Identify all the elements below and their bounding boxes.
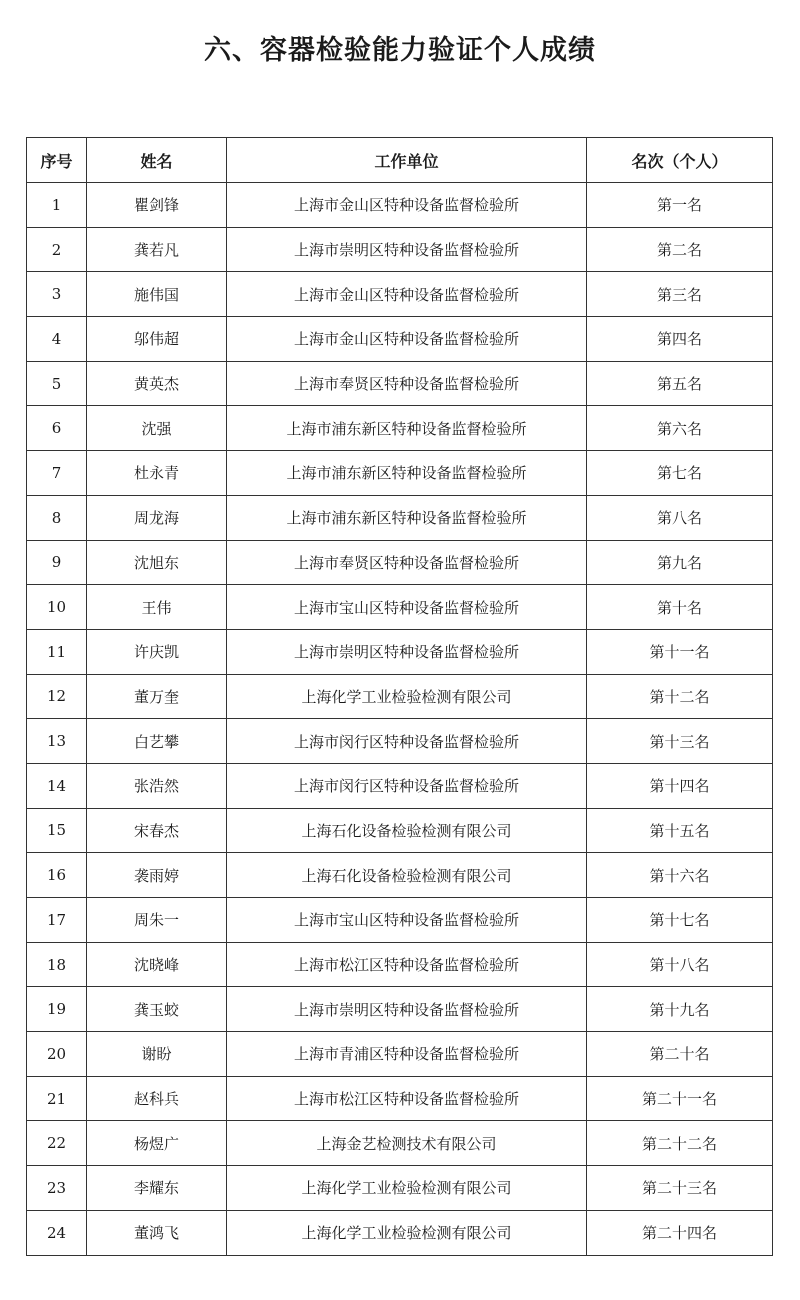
table-row xyxy=(27,1032,773,1077)
cell-serial-number: 2 xyxy=(27,227,87,272)
cell-name: 杨煜广 xyxy=(87,1121,227,1166)
cell-work-unit: 上海市闵行区特种设备监督检验所 xyxy=(227,719,587,764)
cell-rank: 第十八名 xyxy=(587,942,773,987)
table-row xyxy=(27,495,773,540)
cell-work-unit: 上海市金山区特种设备监督检验所 xyxy=(227,272,587,317)
cell-name: 黄英杰 xyxy=(87,361,227,406)
cell-work-unit: 上海化学工业检验检测有限公司 xyxy=(227,1166,587,1211)
table-row xyxy=(27,987,773,1032)
cell-serial-number: 8 xyxy=(27,495,87,540)
table-row xyxy=(27,1210,773,1255)
cell-name: 龚若凡 xyxy=(87,227,227,272)
table-row xyxy=(27,317,773,362)
cell-name: 许庆凯 xyxy=(87,629,227,674)
cell-rank: 第二十名 xyxy=(587,1032,773,1077)
cell-name: 宋春杰 xyxy=(87,808,227,853)
cell-serial-number: 22 xyxy=(27,1121,87,1166)
table-row xyxy=(27,183,773,228)
table-row xyxy=(27,1166,773,1211)
cell-serial-number: 24 xyxy=(27,1210,87,1255)
cell-work-unit: 上海市松江区特种设备监督检验所 xyxy=(227,942,587,987)
cell-name: 董万奎 xyxy=(87,674,227,719)
cell-rank: 第二十三名 xyxy=(587,1166,773,1211)
cell-name: 谢盼 xyxy=(87,1032,227,1077)
cell-work-unit: 上海市金山区特种设备监督检验所 xyxy=(227,317,587,362)
cell-name: 沈旭东 xyxy=(87,540,227,585)
cell-work-unit: 上海市奉贤区特种设备监督检验所 xyxy=(227,361,587,406)
header-name: 姓名 xyxy=(87,138,227,183)
cell-name: 沈强 xyxy=(87,406,227,451)
cell-work-unit: 上海市青浦区特种设备监督检验所 xyxy=(227,1032,587,1077)
cell-serial-number: 14 xyxy=(27,763,87,808)
cell-name: 张浩然 xyxy=(87,763,227,808)
cell-rank: 第二名 xyxy=(587,227,773,272)
table-row xyxy=(27,1121,773,1166)
cell-work-unit: 上海市浦东新区特种设备监督检验所 xyxy=(227,451,587,496)
cell-rank: 第五名 xyxy=(587,361,773,406)
cell-work-unit: 上海金艺检测技术有限公司 xyxy=(227,1121,587,1166)
table-row xyxy=(27,272,773,317)
cell-work-unit: 上海市崇明区特种设备监督检验所 xyxy=(227,987,587,1032)
page-title: 六、容器检验能力验证个人成绩 xyxy=(204,35,596,66)
cell-work-unit: 上海石化设备检验检测有限公司 xyxy=(227,808,587,853)
header-rank: 名次（个人） xyxy=(587,138,773,183)
cell-serial-number: 15 xyxy=(27,808,87,853)
cell-name: 施伟国 xyxy=(87,272,227,317)
cell-serial-number: 21 xyxy=(27,1076,87,1121)
cell-name: 周朱一 xyxy=(87,898,227,943)
cell-name: 赵科兵 xyxy=(87,1076,227,1121)
cell-serial-number: 1 xyxy=(27,183,87,228)
cell-name: 龚玉蛟 xyxy=(87,987,227,1032)
table-row xyxy=(27,361,773,406)
cell-serial-number: 17 xyxy=(27,898,87,943)
cell-work-unit: 上海市松江区特种设备监督检验所 xyxy=(227,1076,587,1121)
cell-work-unit: 上海化学工业检验检测有限公司 xyxy=(227,1210,587,1255)
cell-name: 白艺攀 xyxy=(87,719,227,764)
cell-work-unit: 上海市闵行区特种设备监督检验所 xyxy=(227,763,587,808)
cell-rank: 第四名 xyxy=(587,317,773,362)
cell-name: 瞿剑锋 xyxy=(87,183,227,228)
cell-work-unit: 上海市浦东新区特种设备监督检验所 xyxy=(227,495,587,540)
cell-serial-number: 5 xyxy=(27,361,87,406)
table-row xyxy=(27,942,773,987)
table-row xyxy=(27,853,773,898)
cell-serial-number: 20 xyxy=(27,1032,87,1077)
cell-rank: 第七名 xyxy=(587,451,773,496)
cell-work-unit: 上海市宝山区特种设备监督检验所 xyxy=(227,585,587,630)
cell-serial-number: 11 xyxy=(27,629,87,674)
cell-work-unit: 上海市崇明区特种设备监督检验所 xyxy=(227,629,587,674)
cell-rank: 第八名 xyxy=(587,495,773,540)
cell-rank: 第九名 xyxy=(587,540,773,585)
cell-name: 周龙海 xyxy=(87,495,227,540)
table-row xyxy=(27,719,773,764)
cell-serial-number: 9 xyxy=(27,540,87,585)
cell-rank: 第二十四名 xyxy=(587,1210,773,1255)
table-row xyxy=(27,629,773,674)
cell-name: 袭雨婷 xyxy=(87,853,227,898)
cell-work-unit: 上海市宝山区特种设备监督检验所 xyxy=(227,898,587,943)
cell-work-unit: 上海市浦东新区特种设备监督检验所 xyxy=(227,406,587,451)
table-row xyxy=(27,540,773,585)
table-row xyxy=(27,674,773,719)
cell-work-unit: 上海化学工业检验检测有限公司 xyxy=(227,674,587,719)
cell-serial-number: 23 xyxy=(27,1166,87,1211)
cell-name: 李耀东 xyxy=(87,1166,227,1211)
cell-work-unit: 上海市金山区特种设备监督检验所 xyxy=(227,183,587,228)
results-table xyxy=(26,137,773,1256)
table-row xyxy=(27,763,773,808)
cell-rank: 第六名 xyxy=(587,406,773,451)
cell-rank: 第十名 xyxy=(587,585,773,630)
cell-rank: 第一名 xyxy=(587,183,773,228)
table-row xyxy=(27,227,773,272)
cell-name: 邬伟超 xyxy=(87,317,227,362)
table-row xyxy=(27,406,773,451)
cell-serial-number: 12 xyxy=(27,674,87,719)
cell-serial-number: 19 xyxy=(27,987,87,1032)
cell-serial-number: 18 xyxy=(27,942,87,987)
table-row xyxy=(27,898,773,943)
cell-rank: 第十六名 xyxy=(587,853,773,898)
cell-work-unit: 上海市崇明区特种设备监督检验所 xyxy=(227,227,587,272)
cell-rank: 第三名 xyxy=(587,272,773,317)
cell-name: 沈晓峰 xyxy=(87,942,227,987)
cell-serial-number: 6 xyxy=(27,406,87,451)
cell-work-unit: 上海市奉贤区特种设备监督检验所 xyxy=(227,540,587,585)
cell-rank: 第十七名 xyxy=(587,898,773,943)
cell-rank: 第十四名 xyxy=(587,763,773,808)
table-row xyxy=(27,585,773,630)
cell-name: 董鸿飞 xyxy=(87,1210,227,1255)
table-header-row xyxy=(27,138,773,183)
table-row xyxy=(27,1076,773,1121)
cell-rank: 第二十二名 xyxy=(587,1121,773,1166)
cell-rank: 第十九名 xyxy=(587,987,773,1032)
cell-name: 杜永青 xyxy=(87,451,227,496)
cell-serial-number: 10 xyxy=(27,585,87,630)
cell-serial-number: 4 xyxy=(27,317,87,362)
cell-serial-number: 16 xyxy=(27,853,87,898)
cell-serial-number: 7 xyxy=(27,451,87,496)
cell-rank: 第十三名 xyxy=(587,719,773,764)
table-row xyxy=(27,808,773,853)
cell-name: 王伟 xyxy=(87,585,227,630)
cell-work-unit: 上海石化设备检验检测有限公司 xyxy=(227,853,587,898)
cell-rank: 第二十一名 xyxy=(587,1076,773,1121)
table-row xyxy=(27,451,773,496)
header-serial-number: 序号 xyxy=(27,138,87,183)
cell-rank: 第十一名 xyxy=(587,629,773,674)
cell-rank: 第十二名 xyxy=(587,674,773,719)
header-work-unit: 工作单位 xyxy=(227,138,587,183)
cell-serial-number: 13 xyxy=(27,719,87,764)
cell-rank: 第十五名 xyxy=(587,808,773,853)
cell-serial-number: 3 xyxy=(27,272,87,317)
